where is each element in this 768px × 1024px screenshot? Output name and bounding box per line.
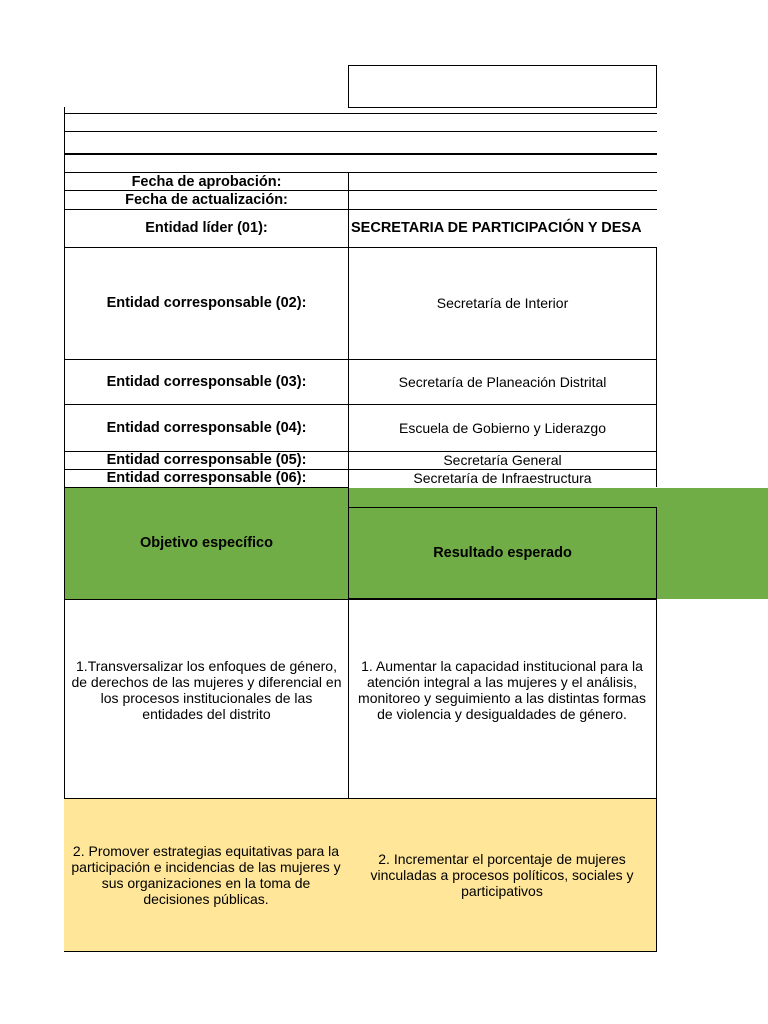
divider	[64, 131, 657, 132]
fecha-aprobacion-label: Fecha de aprobación:	[131, 173, 282, 190]
entity-value: Escuela de Gobierno y Liderazgo	[348, 404, 657, 451]
entity-value: Secretaría de Infraestructura	[348, 469, 657, 487]
entity-label: Entidad corresponsable (03):	[106, 373, 307, 390]
entity-value: Secretaría de Planeación Distrital	[348, 359, 657, 404]
divider	[64, 153, 657, 155]
entity-label: Entidad corresponsable (06):	[106, 470, 307, 486]
entity-value: Secretaría de Interior	[348, 247, 657, 359]
fecha-aprobacion-value[interactable]	[348, 172, 657, 191]
objetivo-header: Objetivo específico	[64, 488, 349, 599]
divider	[64, 113, 657, 114]
entity-label: Entidad líder (01):	[145, 220, 268, 236]
entity-label: Entidad corresponsable (04):	[106, 419, 307, 436]
resultado-header: Resultado esperado	[348, 507, 657, 599]
resultado-cell: 1. Aumentar la capacidad institucional para la atención integral a las mujeres y el análisis, monitoreo y seguimiento a las distintas formas de violencia y desigualdades de género.	[348, 599, 657, 799]
entity-value: Secretaría General	[348, 451, 657, 469]
objetivo-cell: 2. Promover estrategias equitativas para la participación e incidencias de las mujeres y sus organizaciones en la toma de decisiones públicas.	[64, 799, 349, 951]
fecha-actualizacion-value[interactable]	[348, 190, 657, 209]
entity-label: Entidad corresponsable (05):	[106, 452, 307, 468]
entity-value: SECRETARIA DE PARTICIPACIÓN Y DESA	[348, 209, 657, 247]
top-empty-box	[348, 65, 657, 108]
entity-label: Entidad corresponsable (02):	[106, 295, 307, 311]
objetivo-cell: 1.Transversalizar los enfoques de género, de derechos de las mujeres y diferencial en los procesos institucionales de las entidades del distrito	[64, 599, 349, 799]
fecha-actualizacion-label: Fecha de actualización:	[125, 191, 288, 208]
divider	[64, 951, 657, 952]
resultado-cell: 2. Incrementar el porcentaje de mujeres vinculadas a procesos políticos, sociales y participativos	[348, 799, 657, 951]
